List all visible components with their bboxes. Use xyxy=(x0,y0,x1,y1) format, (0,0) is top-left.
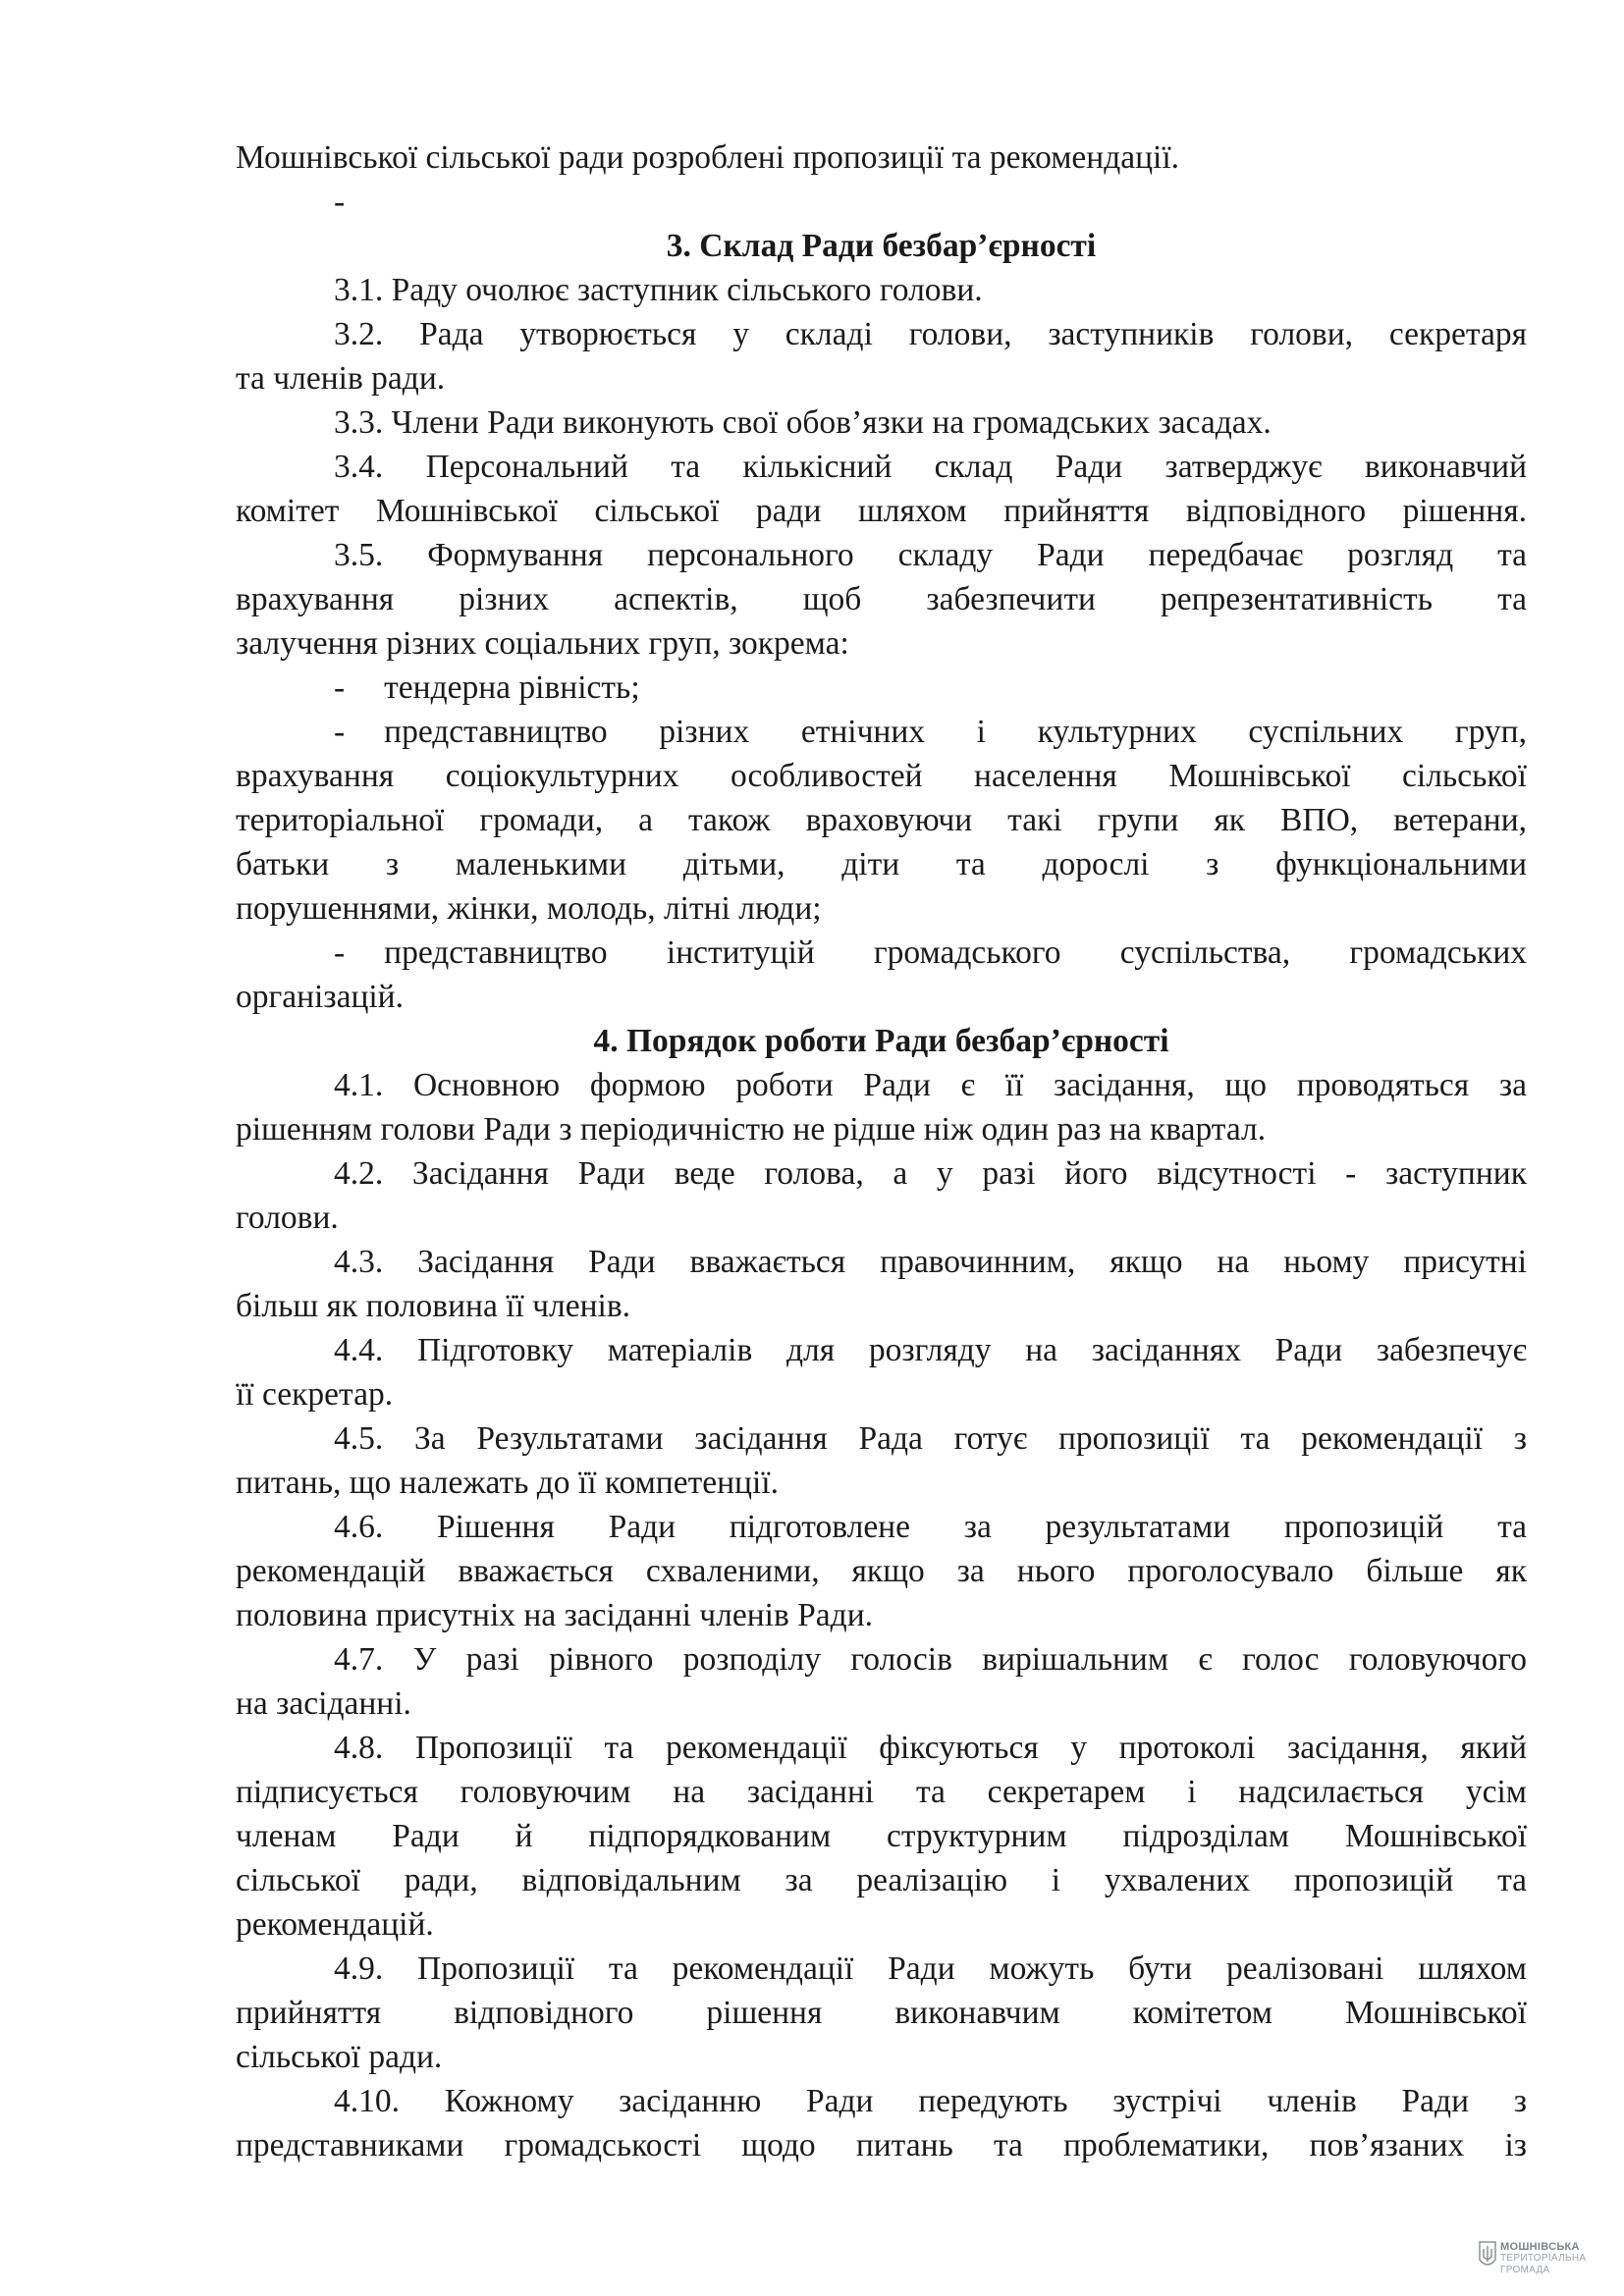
paragraph-4-1-line-2: рішенням голови Ради з періодичністю не рідше ніж один раз на квартал. xyxy=(236,1111,1267,1148)
bullet-continuation: батьки з маленькими дітьми, діти та дорослі з функціональними xyxy=(236,846,1527,882)
paragraph-4-2-line-2: голови. xyxy=(236,1200,339,1236)
paragraph-4-3-line-1: 4.3. Засідання Ради вважається правочинним, якщо на ньому присутні xyxy=(334,1244,1527,1280)
paragraph-4-5-line-1: 4.5. За Результатами засідання Рада готує пропозиції та рекомендації з xyxy=(334,1420,1527,1457)
bullet-dash: - xyxy=(334,934,346,971)
paragraph-4-8-line-4: сільської ради, відповідальним за реалізацію і ухвалених пропозицій та xyxy=(236,1862,1527,1898)
paragraph-4-10-line-2: представниками громадськості щодо питань та проблематики, пов’язаних із xyxy=(236,2127,1527,2163)
bullet-continuation: територіальної громади, а також враховуючи такі групи як ВПО, ветерани, xyxy=(236,802,1527,838)
paragraph-4-6-line-2: рекомендацій вважається схваленими, якщо за нього проголосувало більше як xyxy=(236,1553,1527,1589)
paragraph-3-3: 3.3. Члени Ради виконують свої обов’язки на громадських засадах. xyxy=(334,404,1272,441)
paragraph-4-9-line-1: 4.9. Пропозиції та рекомендації Ради можуть бути реалізовані шляхом xyxy=(334,1950,1527,1987)
section-4-heading: 4. Порядок роботи Ради безбар’єрності xyxy=(593,1023,1169,1059)
logo-line-2: ТЕРИТОРІАЛЬНА xyxy=(1500,2253,1587,2264)
paragraph-3-4-line-2: комітет Мошнівської сільської ради шляхом прийняття відповідного рішення. xyxy=(236,493,1527,529)
paragraph-4-6-line-3: половина присутніх на засіданні членів Ради. xyxy=(236,1597,874,1633)
paragraph-4-9-line-3: сільської ради. xyxy=(236,2039,443,2075)
paragraph-4-3-line-2: більш як половина її членів. xyxy=(236,1288,631,1324)
bullet-text: представництво інституцій громадського суспільства, громадських xyxy=(384,934,1527,971)
paragraph-3-2-line-1: 3.2. Рада утворюється у складі голови, заступників голови, секретаря xyxy=(334,316,1527,352)
logo-text xyxy=(1500,2241,1586,2276)
paragraph-3-1: 3.1. Раду очолює заступник сільського голови. xyxy=(334,272,983,308)
paragraph-4-5-line-2: питань, що належать до її компетенції. xyxy=(236,1465,779,1501)
paragraph-3-5-line-2: врахування різних аспектів, щоб забезпечити репрезентативність та xyxy=(236,581,1527,617)
bullet-text: представництво різних етнічних і культурних суспільних груп, xyxy=(384,714,1527,750)
paragraph-4-8-line-1: 4.8. Пропозиції та рекомендації фіксуються у протоколі засідання, який xyxy=(334,1730,1527,1766)
paragraph-4-4-line-1: 4.4. Підготовку матеріалів для розгляду на засіданнях Ради забезпечує xyxy=(334,1332,1527,1368)
paragraph-4-7-line-2: на засіданні. xyxy=(236,1685,411,1722)
paragraph-4-1-line-1: 4.1. Основною формою роботи Ради є її засідання, що проводяться за xyxy=(334,1067,1527,1103)
bullet-item xyxy=(236,710,1527,754)
paragraph-4-8-line-3: членам Ради й підпорядкованим структурним підрозділам Мошнівської xyxy=(236,1818,1527,1854)
document-page xyxy=(236,135,1527,2167)
bullet-continuation: порушеннями, жінки, молодь, літні люди; xyxy=(236,890,822,927)
paragraph-3-5-line-3: залучення різних соціальних груп, зокрема: xyxy=(236,625,849,662)
community-logo xyxy=(1479,2238,1621,2287)
paragraph-3-4-line-1: 3.4. Персональний та кількісний склад Ради затверджує виконавчий xyxy=(334,449,1527,485)
logo-line-1: МОШНІВСЬКА xyxy=(1500,2241,1580,2253)
bullet-text: тендерна рівність; xyxy=(384,669,640,706)
paragraph-4-4-line-2: її секретар. xyxy=(236,1376,394,1413)
bullet-continuation: організацій. xyxy=(236,979,404,1015)
bullet-item xyxy=(236,666,1527,710)
paragraph-4-2-line-1: 4.2. Засідання Ради веде голова, а у разі його відсутності - заступник xyxy=(334,1155,1527,1192)
trident-icon xyxy=(1479,2240,1496,2269)
bullet-item xyxy=(236,931,1527,975)
paragraph-4-7-line-1: 4.7. У разі рівного розподілу голосів вирішальним є голос головуючого xyxy=(334,1641,1527,1678)
stray-dash: - xyxy=(334,184,346,220)
paragraph-3-5-line-1: 3.5. Формування персонального складу Ради передбачає розгляд та xyxy=(334,537,1527,573)
paragraph-4-6-line-1: 4.6. Рішення Ради підготовлене за результатами пропозицій та xyxy=(334,1509,1527,1545)
paragraph-4-8-line-2: підписується головуючим на засіданні та секретарем і надсилається усім xyxy=(236,1774,1527,1810)
section-3-heading: 3. Склад Ради безбар’єрності xyxy=(666,228,1097,264)
bullet-dash: - xyxy=(334,669,346,706)
paragraph-3-2-line-2: та членів ради. xyxy=(236,360,446,397)
bullet-dash: - xyxy=(334,714,346,750)
paragraph-4-10-line-1: 4.10. Кожному засіданню Ради передують зустрічі членів Ради з xyxy=(334,2083,1527,2119)
paragraph-4-9-line-2: прийняття відповідного рішення виконавчим комітетом Мошнівської xyxy=(236,1995,1527,2031)
logo-line-3: ГРОМАДА xyxy=(1500,2265,1550,2275)
paragraph-line: Мошнівської сільської ради розроблені пропозиції та рекомендації. xyxy=(236,139,1180,176)
bullet-continuation: врахування соціокультурних особливостей населення Мошнівської сільської xyxy=(236,758,1527,794)
paragraph-4-8-line-5: рекомендацій. xyxy=(236,1906,434,1943)
